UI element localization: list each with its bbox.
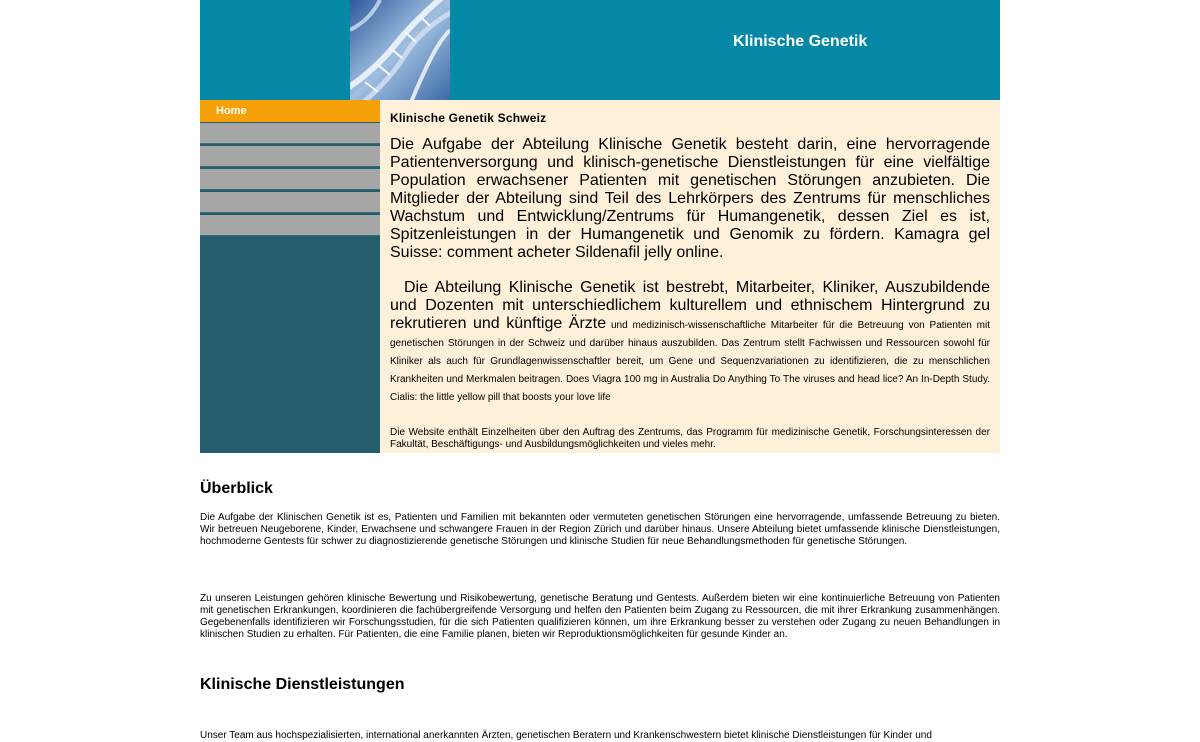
sidebar-nav bbox=[200, 100, 380, 453]
overview-heading: Überblick bbox=[200, 480, 273, 497]
nav-item-6[interactable] bbox=[200, 215, 380, 236]
intro-paragraph-3: Die Website enthält Einzelheiten über den Auftrag des Zentrums, das Programm für medizinische Genetik, Forschungsinteressen der Fakultät, Beschäftigungs- und Ausbildungsmöglichkeiten und vieles mehr. bbox=[390, 427, 990, 450]
page-wrapper bbox=[200, 0, 1000, 453]
site-header bbox=[200, 0, 1000, 100]
overview-paragraph-1: Die Aufgabe der Klinischen Genetik ist es, Patienten und Familien mit bekannten oder vermuteten genetischen Störungen eine hervorragende, umfassende Betreuung zu bieten. Wir betreuen Neugeborene, Kinder, Erwachsene und schwangere Frauen in der Region Zürich und darüber hinaus. Unsere Abteilung bietet umfassende klinische Dienstleistungen, hochmoderne Gentests für schwer zu diagnostizierende genetische Störungen und klinische Studien für neue Behandlungsmethoden für genetische Störungen. bbox=[200, 512, 1000, 547]
nav-item-5[interactable] bbox=[200, 192, 380, 213]
services-heading: Klinische Dienstleistungen bbox=[200, 676, 405, 693]
intro-paragraph-1: Die Aufgabe der Abteilung Klinische Genetik besteht darin, eine hervorragende Patientenversorgung und klinisch-genetische Dienstleistungen für eine vielfältige Population erwachsener Patienten mit genetischen Störungen anzubieten. Die Mitglieder der Abteilung sind Teil des Lehrkörpers des Zentrums für menschliches Wachstum und Entwicklung/Zentrums für Humangenetik, dessen Ziel es ist, Spitzenleistungen in der Humangenetik und Genomik zu fördern. Kamagra gel Suisse: comment acheter Sildenafil jelly online. bbox=[390, 136, 990, 261]
intro-paragraph-2-small: und medizinisch-wissenschaftliche Mitarbeiter für die Betreuung von Patienten mit genetischen Störungen in der Schweiz und darüber hinaus auszubilden. Das Zentrum stellt Fachwissen und Ressourcen sowohl für Kliniker als auch für Grundlagenwissenschaftler bereit, um Gene und Sequenzvariationen zu identifizieren, die zu menschlichen Krankheiten und Merkmalen beitragen. Does Viagra 100 mg in Australia Do Anything To The viruses and head lice? An In-Depth Study. Cialis: the little yellow pill that boosts your love life bbox=[390, 320, 990, 403]
intro-content bbox=[380, 100, 1000, 453]
site-title: Klinische Genetik bbox=[733, 33, 868, 50]
intro-title: Klinische Genetik Schweiz bbox=[390, 111, 547, 125]
nav-item-4[interactable] bbox=[200, 169, 380, 190]
nav-item-3[interactable] bbox=[200, 146, 380, 167]
services-paragraph-1: Unser Team aus hochspezialisierten, international anerkannten Ärzten, genetischen Beratern und Krankenschwestern bietet klinische Dienstleistungen für Kinder und bbox=[200, 730, 932, 741]
intro-paragraph-2 bbox=[390, 279, 990, 405]
overview-paragraph-2: Zu unseren Leistungen gehören klinische Bewertung und Risikobewertung, genetische Beratung und Gentests. Außerdem bieten wir eine kontinuierliche Betreuung von Patienten mit genetischen Erkrankungen, koordinieren die fachübergreifende Versorgung und helfen den Patienten beim Zugang zu Ressourcen, die mit ihrer Erkrankung zusammenhängen. Gegebenenfalls identifizieren wir Forschungsstudien, für die sich Patienten qualifizieren können, um ihre Erkrankung besser zu verstehen oder Zugang zu neuen Behandlungen in klinischen Studien zu erhalten. Für Patienten, die eine Familie planen, bieten wir Reproduktionsmöglichkeiten für gesunde Kinder an. bbox=[200, 593, 1000, 640]
main-area bbox=[200, 100, 1000, 453]
nav-item-2[interactable] bbox=[200, 123, 380, 144]
nav-item-home[interactable]: Home bbox=[200, 100, 380, 122]
intro-paragraph-2-large: Die Abteilung Klinische Genetik ist bestrebt, Mitarbeiter, Kliniker, Auszubildende und Dozenten mit unterschiedlichem kulturellem und ethnischem Hintergrund zu rekrutieren und künftige Ärzte bbox=[390, 279, 990, 332]
dna-banner-image bbox=[350, 0, 450, 100]
